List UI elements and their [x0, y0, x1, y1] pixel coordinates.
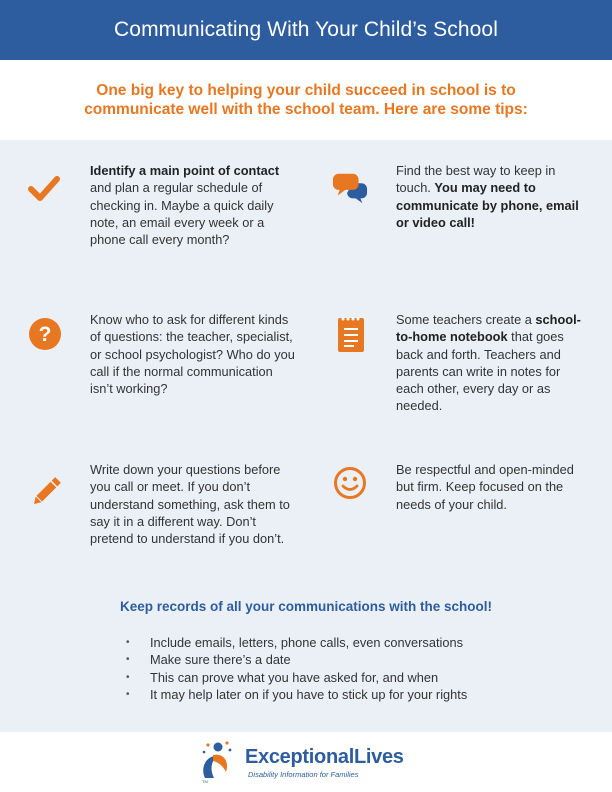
list-item	[126, 669, 467, 686]
tip-plain-text: Be respectful and open-minded but firm. Keep focused on the needs of your child.	[396, 462, 574, 512]
tip-text	[396, 311, 586, 415]
list-item-text: It may help later on if you have to stick up for your rights	[150, 686, 468, 702]
tip-text	[396, 162, 581, 231]
tip-plain-text: Know who to ask for different kinds of questions: the teacher, specialist, or school psychologist? Who do you call if the normal communication isn’t working?	[90, 312, 295, 397]
smiley-icon	[332, 465, 368, 501]
pencil-icon	[28, 474, 64, 510]
list-item-text: Include emails, letters, phone calls, even conversations	[150, 635, 463, 650]
brand-tagline: Disability Information for Families	[248, 770, 359, 779]
list-item	[126, 634, 467, 651]
bullet: •	[126, 654, 130, 666]
page-title: Communicating With Your Child’s School	[114, 18, 498, 41]
records-heading: Keep records of all your communications with the school!	[119, 599, 493, 614]
tip-plain-text: Find the best way to keep in touch.	[396, 163, 556, 196]
bullet: •	[126, 671, 130, 683]
tip-text	[90, 311, 295, 397]
notebook-icon	[333, 316, 369, 352]
tips-section	[0, 140, 612, 732]
intro-text: One big key to helping your child succeed in school is to communicate well with the school team. Here are some tips:	[84, 82, 528, 118]
question-icon	[27, 316, 63, 352]
tip-text	[396, 461, 586, 513]
list-item-text: Make sure there’s a date	[150, 652, 291, 668]
tip-bold-text: Identify a main point of contact	[90, 163, 280, 178]
tip-plain-text: and plan a regular schedule of checking in. Maybe a quick daily note, an email every week or a phone call every month?	[90, 180, 274, 248]
tip-plain-text: Some teachers create a	[396, 312, 536, 327]
intro-section	[0, 60, 612, 140]
checkmark-icon	[26, 170, 62, 206]
list-item	[126, 686, 467, 703]
page-header	[0, 0, 612, 60]
bullet: •	[126, 637, 130, 648]
trademark-mark: TM	[202, 779, 208, 784]
list-item	[126, 651, 467, 668]
brand-name: ExceptionalLives	[245, 746, 404, 768]
list-item-text: This can prove what you have asked for, and when	[150, 669, 439, 685]
tip-bold-text: school-to-home notebook	[396, 312, 581, 345]
footer	[0, 732, 612, 792]
tip-bold-text: You may need to communicate by phone, email or video call!	[396, 180, 579, 230]
tip-plain-text: Write down your questions before you call or meet. If you don’t understand something, ask them to say it in a different way. Don’t pretend to understand if you don’t.	[90, 462, 290, 547]
tip-text	[90, 461, 290, 547]
svg-text:?: ?	[38, 323, 52, 346]
records-list	[126, 634, 467, 703]
bullet: •	[126, 688, 130, 700]
exceptional-lives-logo-icon	[196, 738, 240, 784]
chat-bubbles-icon	[332, 170, 368, 206]
tip-text	[90, 162, 295, 248]
tip-plain-text: that goes back and forth. Teachers and parents can write in notes for each other, every day or as needed.	[396, 329, 564, 414]
